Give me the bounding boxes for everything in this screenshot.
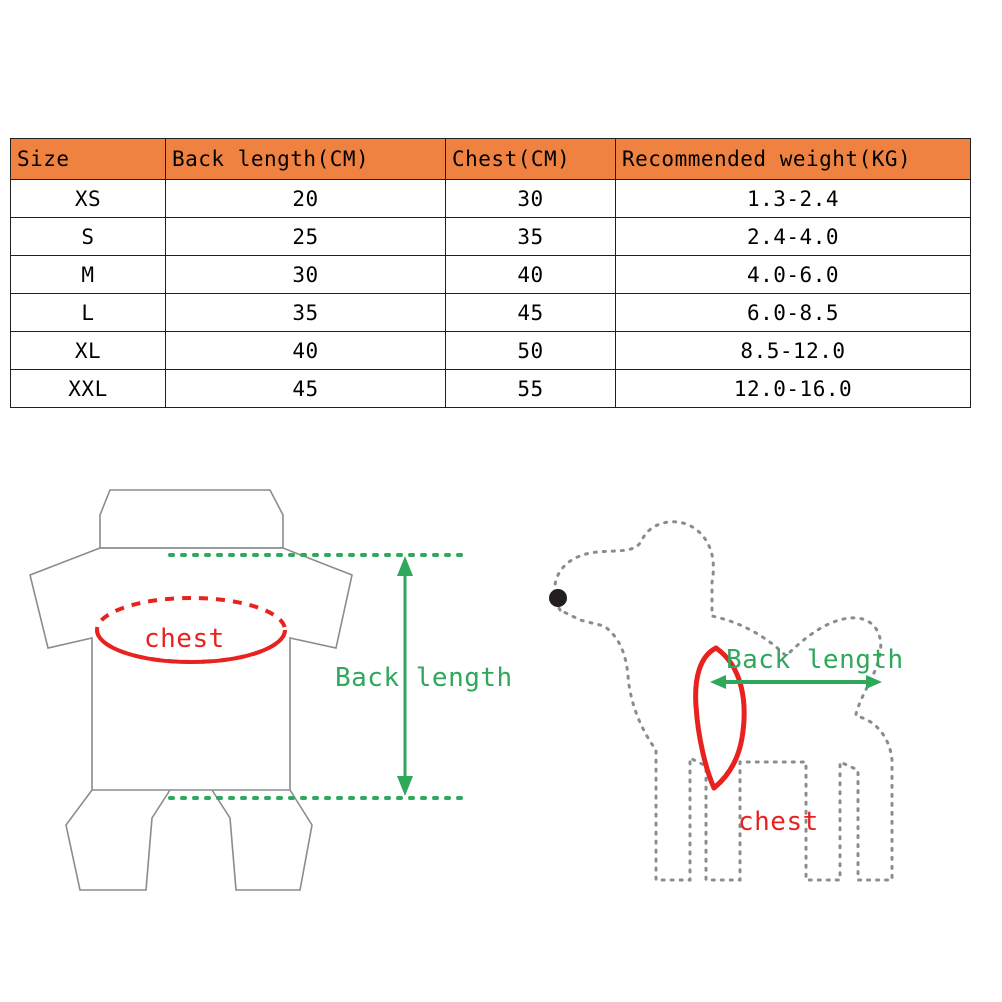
- cell-chest: 50: [446, 332, 616, 370]
- cell-weight: 6.0-8.5: [616, 294, 971, 332]
- cell-size: XL: [11, 332, 166, 370]
- dog-back-length-arrow-left: [710, 675, 726, 689]
- cell-size: XXL: [11, 370, 166, 408]
- cell-weight: 2.4-4.0: [616, 218, 971, 256]
- garment-back-length-label: Back length: [335, 663, 513, 693]
- table-body: [11, 180, 971, 408]
- garment-diagram: [30, 490, 513, 890]
- cell-size: S: [11, 218, 166, 256]
- cell-size: M: [11, 256, 166, 294]
- table-header-row: [11, 139, 971, 180]
- table-row: [11, 294, 971, 332]
- garment-back-length-arrow-down: [397, 776, 413, 796]
- cell-chest: 30: [446, 180, 616, 218]
- cell-back-length: 20: [166, 180, 446, 218]
- cell-weight: 1.3-2.4: [616, 180, 971, 218]
- dog-body-outline: [555, 522, 892, 880]
- cell-size: XS: [11, 180, 166, 218]
- cell-back-length: 25: [166, 218, 446, 256]
- cell-weight: 4.0-6.0: [616, 256, 971, 294]
- cell-chest: 45: [446, 294, 616, 332]
- garment-body-outline: [30, 548, 352, 790]
- cell-back-length: 35: [166, 294, 446, 332]
- cell-back-length: 40: [166, 332, 446, 370]
- column-header-size: Size: [11, 139, 166, 180]
- dog-nose-icon: [549, 589, 567, 607]
- garment-chest-label: chest: [144, 624, 225, 654]
- column-header-chest: Chest(CM): [446, 139, 616, 180]
- dog-chest-label: chest: [738, 807, 819, 837]
- cell-back-length: 30: [166, 256, 446, 294]
- cell-back-length: 45: [166, 370, 446, 408]
- dog-back-length-label: Back length: [726, 645, 904, 675]
- size-chart-table-container: [10, 138, 970, 408]
- column-header-back-length: Back length(CM): [166, 139, 446, 180]
- table-header: [11, 139, 971, 180]
- table-row: [11, 256, 971, 294]
- garment-collar-outline: [100, 490, 283, 548]
- size-chart-table: [10, 138, 971, 408]
- cell-weight: 12.0-16.0: [616, 370, 971, 408]
- cell-chest: 40: [446, 256, 616, 294]
- column-header-weight: Recommended weight(KG): [616, 139, 971, 180]
- dog-back-length-arrow-right: [866, 675, 882, 689]
- garment-right-leg-outline: [212, 790, 312, 890]
- dog-chest-measure-curve-back: [696, 648, 716, 788]
- cell-chest: 55: [446, 370, 616, 408]
- measurement-diagrams: [0, 470, 1002, 970]
- table-row: [11, 180, 971, 218]
- cell-size: L: [11, 294, 166, 332]
- cell-chest: 35: [446, 218, 616, 256]
- table-row: [11, 332, 971, 370]
- garment-left-leg-outline: [66, 790, 170, 890]
- table-row: [11, 218, 971, 256]
- cell-weight: 8.5-12.0: [616, 332, 971, 370]
- dog-diagram: [549, 522, 904, 880]
- garment-back-length-arrow-up: [397, 556, 413, 576]
- table-row: [11, 370, 971, 408]
